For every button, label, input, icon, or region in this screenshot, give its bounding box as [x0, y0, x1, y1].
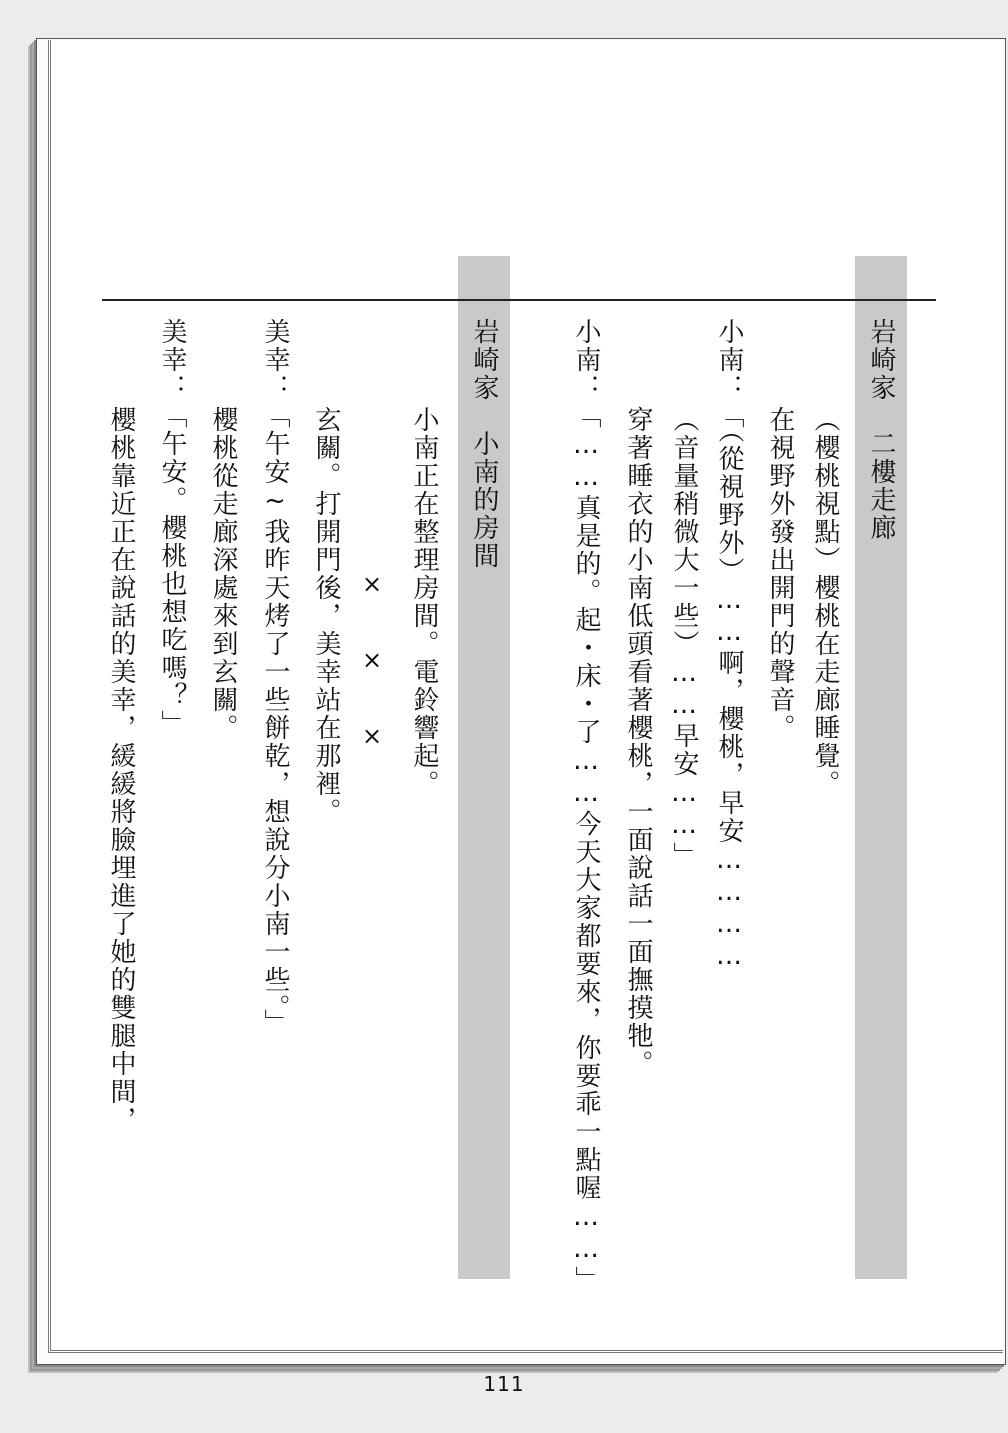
text-line-2: 在視野外發出開門的聲音。 — [765, 406, 795, 742]
dialogue-line-1: 小南：「（從視野外）……啊，櫻桃，早安………… — [714, 318, 744, 973]
scene-heading-2: 岩崎家 小南的房間 — [469, 318, 499, 570]
scene-heading-1: 岩崎家 二樓走廊 — [866, 318, 896, 542]
top-rule — [102, 299, 936, 301]
text-line-8: 櫻桃靠近正在說話的美幸，緩緩將臉埋進了她的雙腿中間， — [106, 406, 136, 1134]
dialogue-line-3: 美幸：「午安~我昨天烤了一些餅乾，想說分小南一些。」 — [260, 318, 290, 1037]
dialogue-line-4: 美幸：「午安。櫻桃也想吃嗎？」 — [157, 318, 187, 738]
text-line-1: （櫻桃視點）櫻桃在走廊睡覺。 — [810, 406, 840, 798]
text-line-6: 玄關。打開門後，美幸站在那裡。 — [311, 406, 341, 826]
text-line-4: 穿著睡衣的小南低頭看著櫻桃，一面說話一面撫摸牠。 — [623, 406, 653, 1078]
text-line-3: （音量稍微大一些）……早安……」 — [669, 406, 699, 870]
text-line-7: 櫻桃從走廊深處來到玄關。 — [208, 406, 238, 742]
scene-break-crosses: × × × — [358, 570, 386, 750]
page-number: 111 — [483, 1372, 525, 1396]
dialogue-line-2: 小南：「……真是的。起・床・了……今天大家都要來，你要乖一點喔……」 — [571, 318, 601, 1294]
text-line-5: 小南正在整理房間。電鈴響起。 — [409, 406, 439, 798]
